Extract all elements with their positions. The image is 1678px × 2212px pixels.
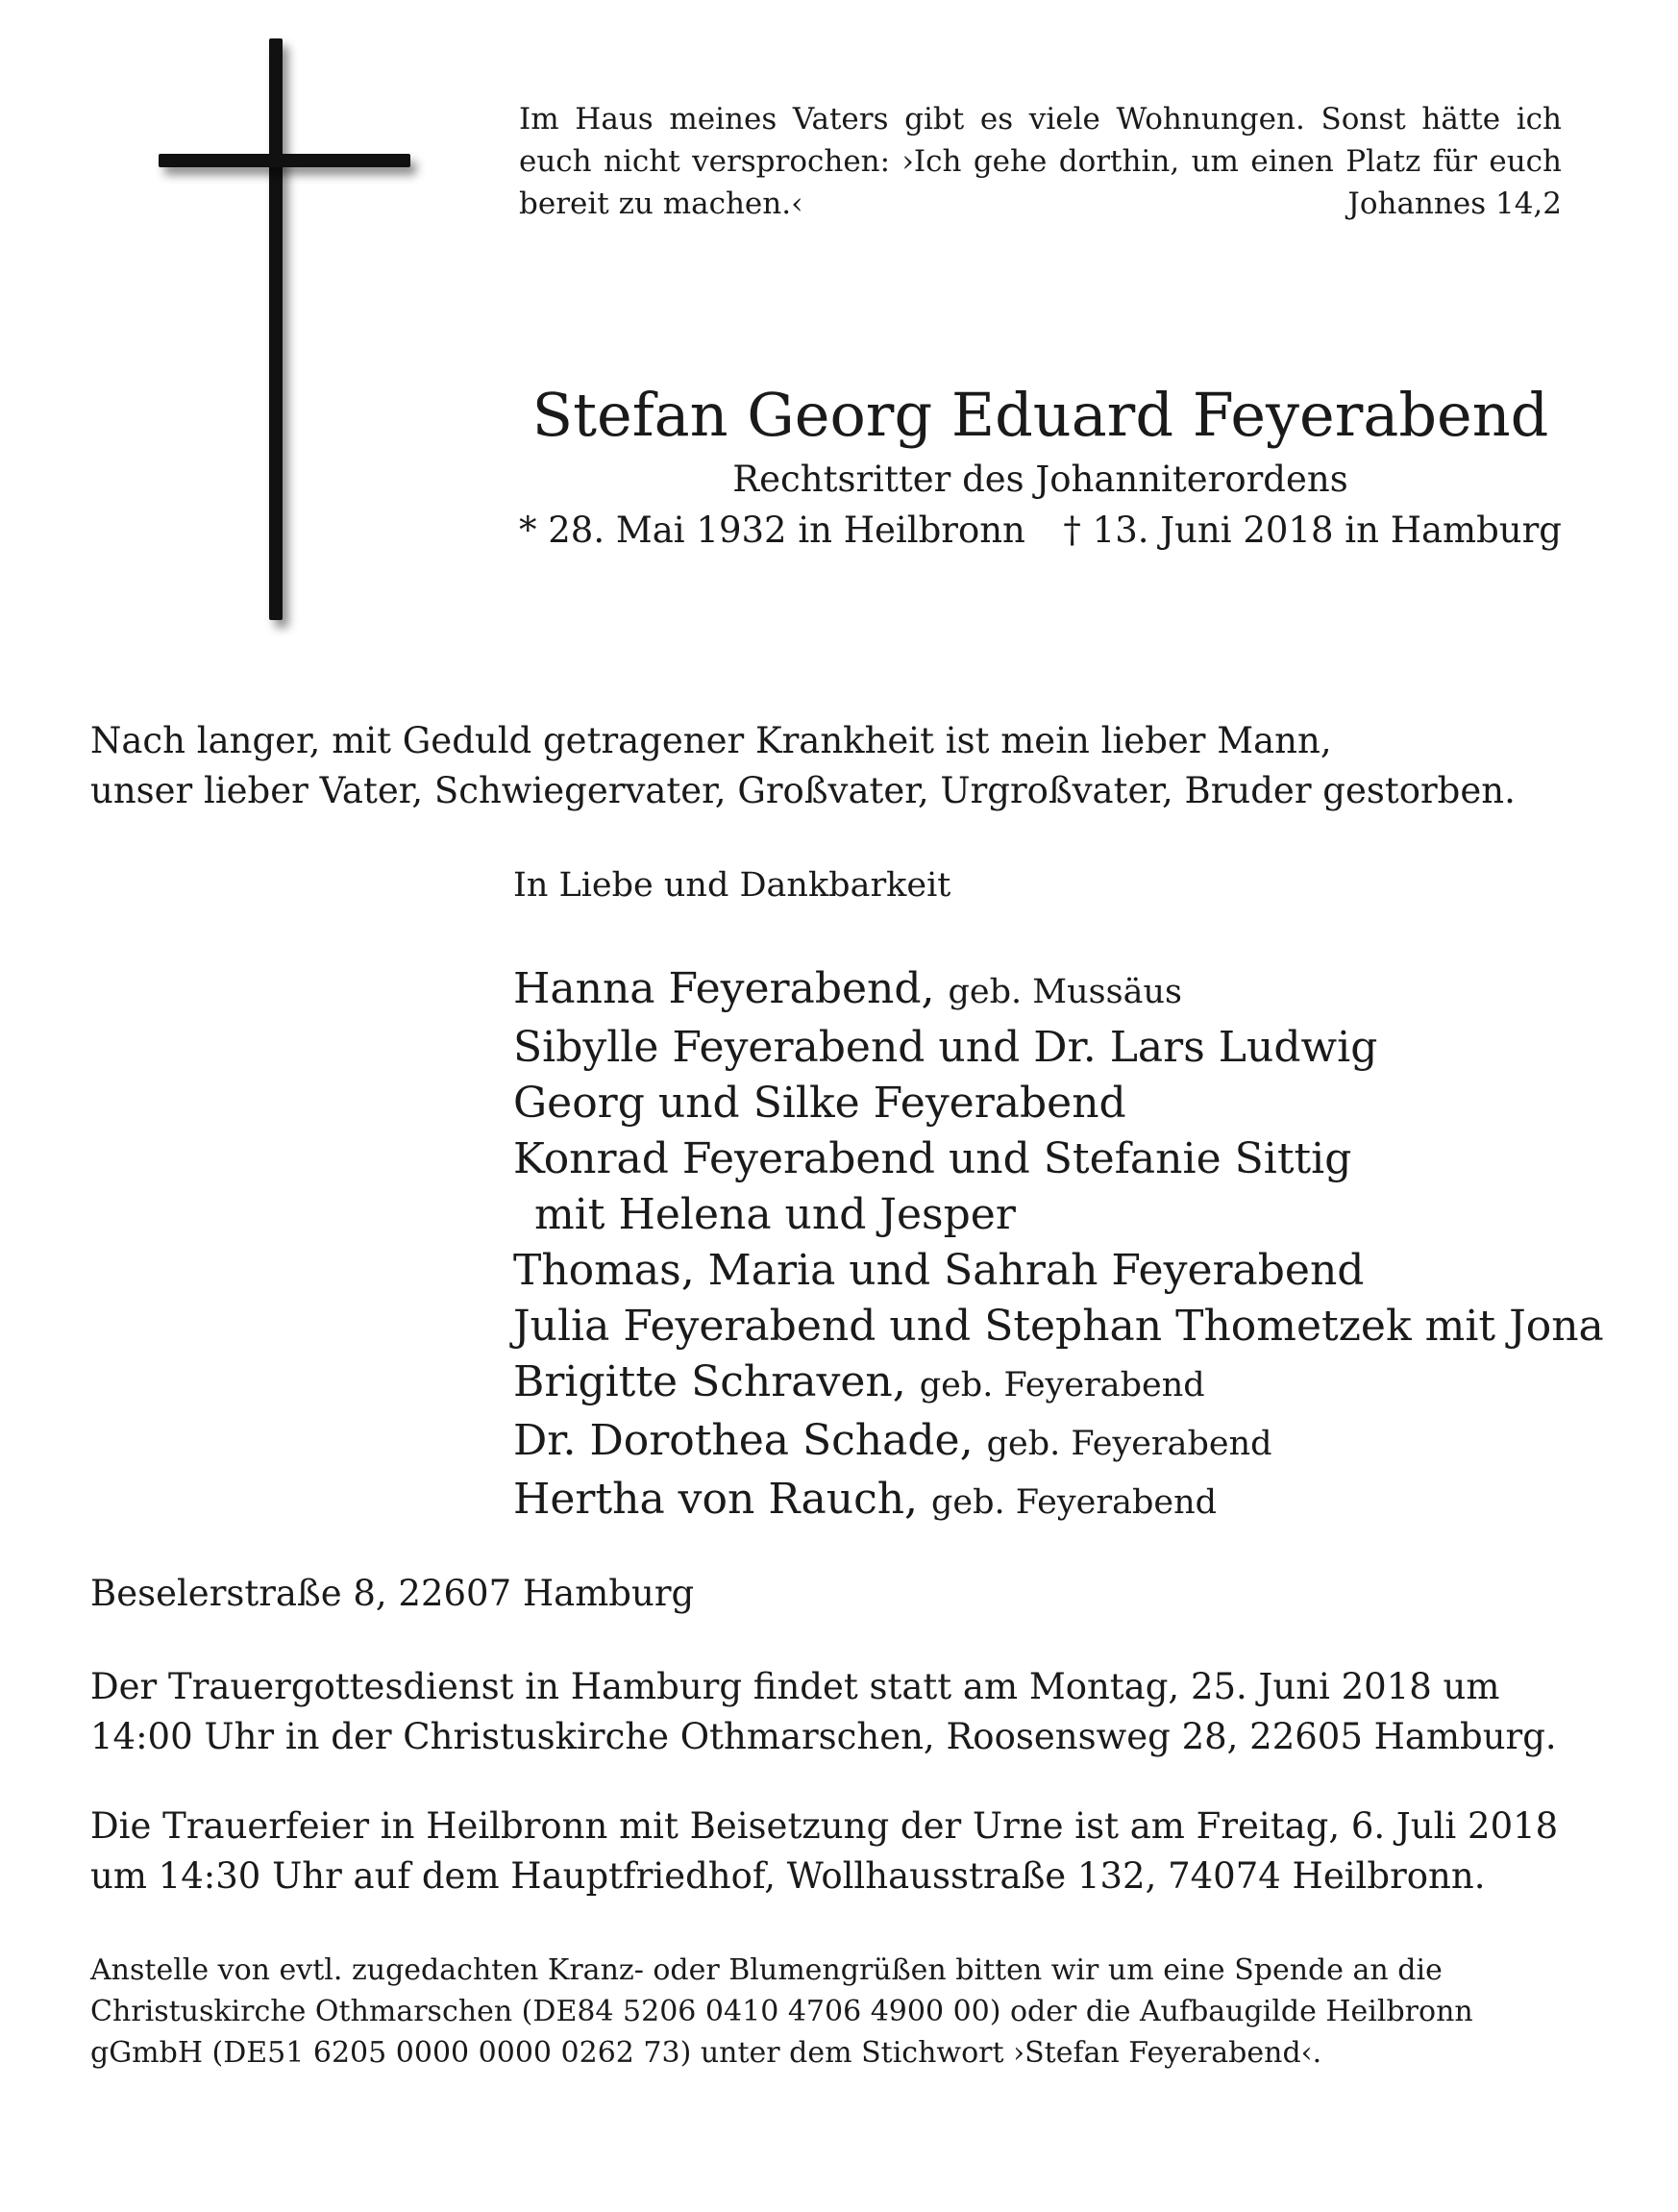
bible-verse: Im Haus meines Vaters gibt es viele Wohnungen. Sonst hätte ich euch nicht versprochen: ›Ich gehe dorthin, um einen Platz für euch bereit zu machen.‹: [519, 102, 1562, 221]
mourner-name: Julia Feyerabend und Stephan Thometzek mit Jona: [513, 1302, 1604, 1351]
mourner-item: [513, 1472, 1618, 1530]
cross-icon: [159, 38, 418, 625]
burial-line: um 14:30 Uhr auf dem Hauptfriedhof, Wollhausstraße 132, 74074 Heilbronn.: [90, 1855, 1486, 1897]
deceased-name: Stefan Georg Eduard Feyerabend: [531, 380, 1549, 450]
mourner-name: Brigitte Schraven,: [513, 1357, 906, 1406]
mourner-name: Konrad Feyerabend und Stefanie Sittig: [513, 1134, 1352, 1183]
donation-line: Christuskirche Othmarschen (DE84 5206 0410 4706 4900 00) oder die Aufbaugilde Heilbronn: [90, 1995, 1473, 2028]
cross-vertical-beam: [269, 38, 283, 620]
service-line: 14:00 Uhr in der Christuskirche Othmarschen, Roosensweg 28, 22605 Hamburg.: [90, 1716, 1557, 1757]
mourner-name: Dr. Dorothea Schade,: [513, 1416, 974, 1465]
mourner-note: geb. Mussäus: [948, 973, 1182, 1011]
donation-line: gGmbH (DE51 6205 0000 0000 0262 73) unter dem Stichwort ›Stefan Feyerabend‹.: [90, 2036, 1322, 2070]
donation-line: Anstelle von evtl. zugedachten Kranz- oder Blumengrüßen bitten wir um eine Spende an die: [90, 1953, 1443, 1987]
burial-line: Die Trauerfeier in Heilbronn mit Beisetzung der Urne ist am Freitag, 6. Juli 2018: [90, 1805, 1559, 1847]
mourner-name: Sibylle Feyerabend und Dr. Lars Ludwig: [513, 1023, 1378, 1072]
cross-horizontal-beam: [159, 154, 410, 167]
family-address: Beselerstraße 8, 22607 Hamburg: [90, 1573, 695, 1614]
mourner-item: [513, 1131, 1618, 1187]
mourner-name: Georg und Silke Feyerabend: [513, 1079, 1126, 1128]
death-date: † 13. Juni 2018 in Hamburg: [1063, 510, 1562, 551]
birth-date: * 28. Mai 1932 in Heilbronn: [519, 510, 1025, 551]
mourner-note: geb. Feyerabend: [931, 1483, 1218, 1522]
donation-request: [90, 1950, 1590, 2074]
deceased-title: Rechtsritter des Johanniterordens: [732, 459, 1348, 500]
mourner-item: [513, 1020, 1618, 1076]
mourner-name: mit Helena und Jesper: [534, 1190, 1016, 1239]
mourners-list: [513, 961, 1618, 1530]
bible-verse-reference: Johannes 14,2: [1347, 186, 1562, 221]
intro-line: unser lieber Vater, Schwiegervater, Großvater, Urgroßvater, Bruder gestorben.: [90, 770, 1516, 811]
mourner-name: Hertha von Rauch,: [513, 1475, 919, 1524]
mourner-note: geb. Feyerabend: [986, 1425, 1272, 1463]
mourner-item: [513, 1187, 1618, 1243]
mourner-item: [513, 1299, 1618, 1355]
mourner-name: Thomas, Maria und Sahrah Feyerabend: [513, 1246, 1365, 1295]
intro-text: [90, 716, 1590, 816]
mourner-item: [513, 1076, 1618, 1131]
service-line: Der Trauergottesdienst in Hamburg findet statt am Montag, 25. Juni 2018 um: [90, 1666, 1500, 1707]
mourner-item: [513, 1413, 1618, 1472]
closing-phrase: In Liebe und Dankbarkeit: [513, 866, 951, 905]
mourner-name: Hanna Feyerabend,: [513, 964, 935, 1013]
mourner-item: [513, 1243, 1618, 1299]
intro-line: Nach langer, mit Geduld getragener Krankheit ist mein lieber Mann,: [90, 720, 1332, 761]
mourner-item: [513, 961, 1618, 1020]
mourner-item: [513, 1355, 1618, 1413]
burial-info: [90, 1802, 1590, 1901]
mourner-note: geb. Feyerabend: [919, 1366, 1205, 1404]
funeral-service-info: [90, 1662, 1590, 1762]
